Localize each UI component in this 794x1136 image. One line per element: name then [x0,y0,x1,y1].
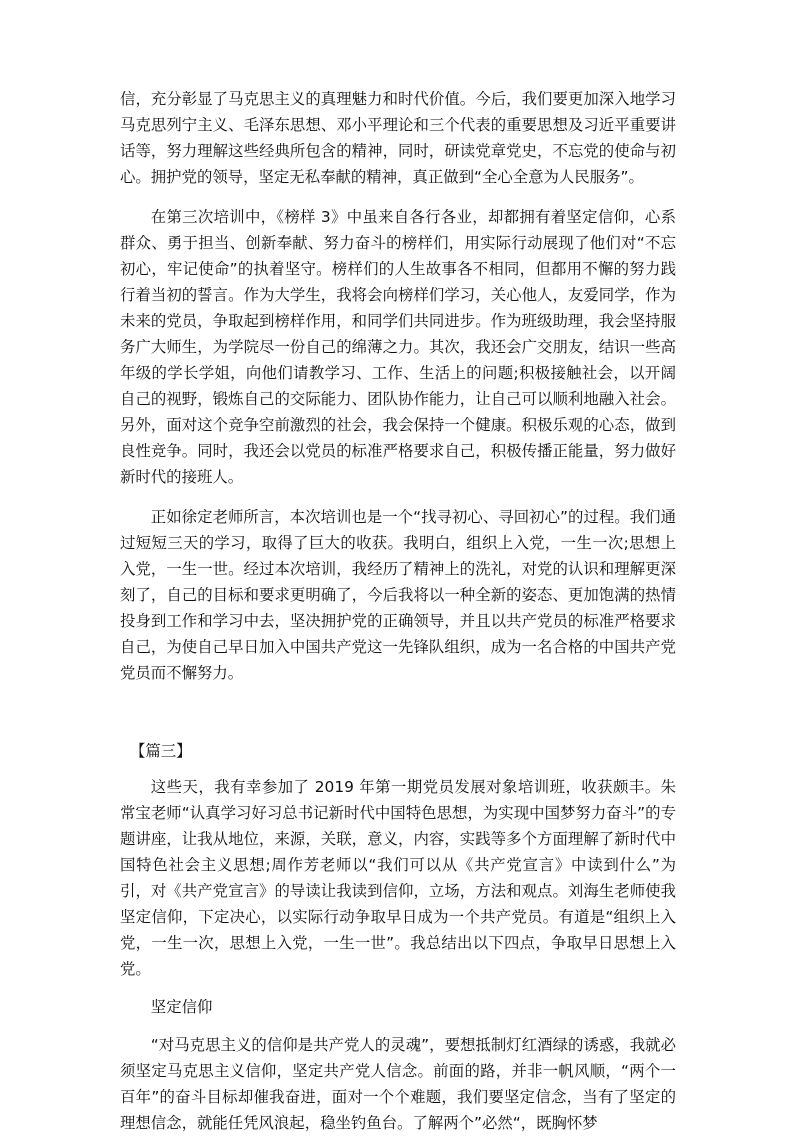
subheading-firm-belief: 坚定信仰 [150,998,213,1016]
paragraph-section-intro: 这些天，我有幸参加了 2019 年第一期党员发展对象培训班，收获颇丰。朱常宝老师“认真学习好习总书记新时代中国特色思想，为实现中国梦努力奋斗”的专题讲座，让我从地位，来源，关联，意义，内容，实践等多个方面理解了新时代中国特色社会主义思想;周作芳老师以“我们可以从《共产党宣言》中读到什么”为引，对《共产党宣言》的导读让我读到信仰，立场，方法和观点。刘海生老师使我坚定信仰，下定决心，以实际行动争取早日成为一个共产党员。有道是“组织上入党，一生一次，思想上入党，一生一世”。我总结出以下四点，争取早日思想上入党。 [120,778,676,978]
section-title: 【篇三】 [130,742,192,760]
document-page [120,86,676,1136]
paragraph-continuation: 信，充分彰显了马克思主义的真理魅力和时代价值。今后，我们要更加深入地学习马克思列宁主义、毛泽东思想、邓小平理论和三个代表的重要思想及习近平重要讲话等，努力理解这些经典所包含的精神，同时，研读党章党史，不忘党的使命与初心。拥护党的领导，坚定无私奉献的精神，真正做到“全心全意为人民服务”。 [120,90,676,186]
paragraph-third-training: 在第三次培训中，《榜样 3》中虽来自各行各业，却都拥有着坚定信仰，心系群众、勇于担当、创新奉献、努力奋斗的榜样们，用实际行动展现了他们对“不忘初心，牢记使命”的执着坚守。榜样们的人生故事各不相同，但都用不懈的努力践行着当初的誓言。作为大学生，我将会向榜样们学习，关心他人，友爱同学，作为未来的党员，争取起到榜样作用，和同学们共同进步。作为班级助理，我会坚持服务广大师生，为学院尽一份自己的绵薄之力。其次，我还会广交朋友，结识一些高年级的学长学姐，向他们请教学习、工作、生活上的问题;积极接触社会，以开阔自己的视野，锻炼自己的交际能力、团队协作能力，让自己可以顺利地融入社会。另外，面对这个竞争空前激烈的社会，我会保持一个健康。积极乐观的心态，做到良性竞争。同时，我还会以党员的标准严格要求自己，积极传播正能量，努力做好新时代的接班人。 [120,208,676,486]
paragraph-conclusion: 正如徐定老师所言，本次培训也是一个“找寻初心、寻回初心”的过程。我们通过短短三天的学习，取得了巨大的收获。我明白，组织上入党，一生一次;思想上入党，一生一世。经过本次培训，我经历了精神上的洗礼，对党的认识和理解更深刻了，自己的目标和要求更明确了，今后我将以一种全新的姿态、更加饱满的热情投身到工作和学习中去，坚决拥护党的正确领导，并且以共产党员的标准严格要求自己，为使自己早日加入中国共产党这一先锋队组织，成为一名合格的中国共产党党员而不懈努力。 [120,508,676,682]
paragraph-firm-belief: “对马克思主义的信仰是共产党人的灵魂”，要想抵制灯红酒绿的诱惑，我就必须坚定马克思主义信仰，坚定共产党人信念。前面的路，并非一帆风顺，“两个一百年”的奋斗目标却催我奋进，面对一个个难题，我们要坚定信念，当有了坚定的理想信念，就能任凭风浪起，稳坐钓鱼台。了解两个”必然“，既胸怀梦 [120,1036,676,1132]
